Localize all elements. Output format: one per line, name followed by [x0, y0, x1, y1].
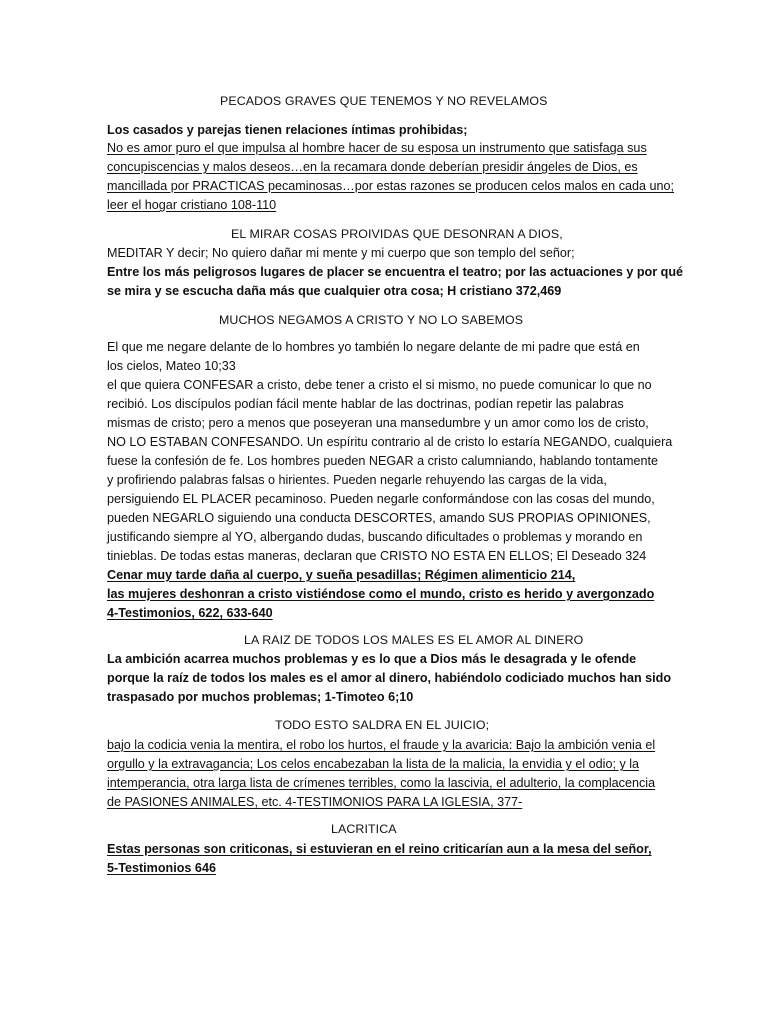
text-line: pueden NEGARLO siguiendo una conducta DESCORTES, amando SUS PROPIAS OPINIONES, [107, 511, 651, 525]
text-line: las mujeres deshonran a cristo vistiéndose como el mundo, cristo es herido y avergonzado [107, 587, 655, 601]
section-heading: PECADOS GRAVES QUE TENEMOS Y NO REVELAMOS [220, 94, 548, 108]
text-line: recibió. Los discípulos podían fácil mente hablar de las doctrinas, podían repetir las palabras [107, 397, 624, 411]
text-line: justificando siempre al YO, albergando dudas, buscando dificultades o problemas y morando en [107, 530, 643, 544]
text-line: tinieblas. De todas estas maneras, declaran que CRISTO NO ESTA EN ELLOS; El Deseado 324 [107, 549, 647, 563]
section-heading: LACRITICA [331, 822, 397, 836]
text-line: el que quiera CONFESAR a cristo, debe tener a cristo el si mismo, no puede comunicar lo que no [107, 378, 652, 392]
text-line: 5-Testimonios 646 [107, 861, 216, 875]
text-line: leer el hogar cristiano 108-110 [107, 198, 277, 212]
text-line: fuese la confesión de fe. Los hombres pueden NEGAR a cristo calumniando, hablando tontamente [107, 454, 658, 468]
text-line: La ambición acarrea muchos problemas y es lo que a Dios más le desagrada y le ofende [107, 652, 637, 666]
section-heading: LA RAIZ DE TODOS LOS MALES ES EL AMOR AL DINERO [244, 633, 584, 647]
text-line: y profiriendo palabras falsas o hirientes. Pueden negarle rehuyendo las cargas de la vida, [107, 473, 607, 487]
text-line: El que me negare delante de lo hombres yo también lo negare delante de mi padre que está en [107, 340, 640, 354]
text-line: se mira y se escucha daña más que cualquier otra cosa; H cristiano 372,469 [107, 284, 562, 298]
text-line: NO LO ESTABAN CONFESANDO. Un espíritu contrario al de cristo lo estaría NEGANDO, cualquiera [107, 435, 673, 449]
text-line: persiguiendo EL PLACER pecaminoso. Pueden negarle conformándose con las cosas del mundo, [107, 492, 655, 506]
text-line: los cielos, Mateo 10;33 [107, 359, 236, 373]
text-line: 4-Testimonios, 622, 633-640 [107, 606, 273, 620]
text-line: orgullo y la extravagancia; Los celos encabezaban la lista de la malicia, la envidia y el odio; y la [107, 757, 640, 771]
section-heading: MUCHOS NEGAMOS A CRISTO Y NO LO SABEMOS [219, 313, 524, 327]
text-line: bajo la codicia venia la mentira, el robo los hurtos, el fraude y la avaricia: Bajo la ambición venia el [107, 738, 656, 752]
text-line: mancillada por PRACTICAS pecaminosas…por estas razones se producen celos malos en cada uno; [107, 179, 675, 193]
text-line: de PASIONES ANIMALES, etc. 4-TESTIMONIOS PARA LA IGLESIA, 377- [107, 795, 523, 809]
text-line: MEDITAR Y decir; No quiero dañar mi mente y mi cuerpo que son templo del señor; [107, 246, 575, 260]
section-heading: EL MIRAR COSAS PROIVIDAS QUE DESONRAN A DIOS, [231, 227, 563, 241]
text-line: Entre los más peligrosos lugares de placer se encuentra el teatro; por las actuaciones y por qué [107, 265, 684, 279]
text-line: traspasado por muchos problemas; 1-Timoteo 6;10 [107, 690, 414, 704]
section-heading: TODO ESTO SALDRA EN EL JUICIO; [275, 718, 490, 732]
text-line: Los casados y parejas tienen relaciones íntimas prohibidas; [107, 123, 468, 137]
text-line: intemperancia, otra larga lista de crímenes terribles, como la lascivia, el adulterio, la complacencia [107, 776, 656, 790]
text-line: porque la raíz de todos los males es el amor al dinero, habiéndolo codiciado muchos han sido [107, 671, 672, 685]
text-line: Estas personas son criticonas, si estuvieran en el reino criticarían aun a la mesa del señor, [107, 842, 652, 856]
text-line: concupiscencias y malos deseos…en la recamara donde deberían presidir ángeles de Dios, es [107, 160, 638, 174]
text-line: Cenar muy tarde daña al cuerpo, y sueña pesadillas; Régimen alimenticio 214, [107, 568, 576, 582]
text-line: mismas de cristo; pero a menos que poseyeran una mansedumbre y un amor como los de cristo, [107, 416, 649, 430]
text-line: No es amor puro el que impulsa al hombre hacer de su esposa un instrumento que satisfaga sus [107, 141, 647, 155]
